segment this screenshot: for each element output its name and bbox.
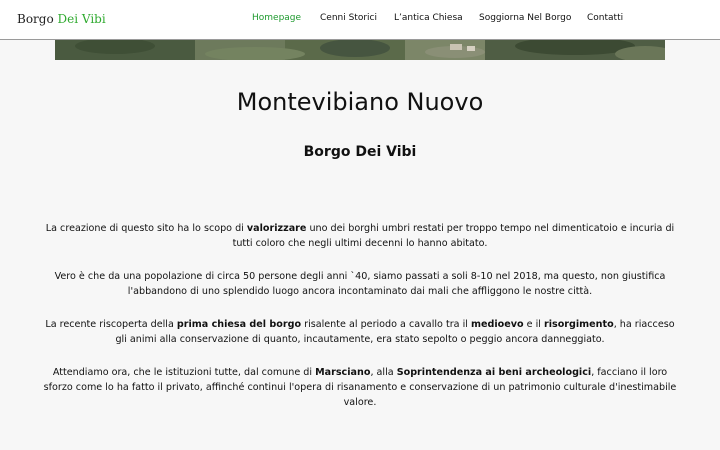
paragraph-4-text: Attendiamo ora, che le istituzioni tutte, dal comune di: [52, 367, 316, 378]
page-subtitle: Borgo Dei Vibi: [303, 144, 417, 160]
top-navbar: [0, 0, 720, 40]
paragraph-4-text-end: , facciano il loro sforzo come lo ha fatto il privato, affinché continui l'opera di risanamento e conservazione di un patrimonio culturale d'inestimabile valore.: [43, 367, 677, 408]
hero-banner-image: [55, 40, 665, 60]
paragraph-2: [40, 269, 680, 299]
highlight-medioevo: medioevo: [470, 319, 524, 330]
paragraph-2-text: Vero è che da una popolazione di circa 50 persone degli anni `40, siamo passati a soli 8-10 nel 2018, ma questo, non giustifica l'abbandono di uno splendido luogo ancora incontaminato dai mali che affliggono le nostre città.: [54, 271, 666, 297]
paragraph-1-text-end: uno dei borghi umbri restati per troppo tempo nel dimenticatoio e incuria di tutti coloro che negli ultimi decenni lo hanno abitato.: [232, 223, 675, 249]
paragraph-4: [40, 365, 680, 410]
paragraph-1: [40, 221, 680, 251]
paragraph-1-text: La creazione di questo sito ha lo scopo di: [45, 223, 247, 234]
paragraph-3-text-end: , ha riacceso gli animi alla conservazione di quanto, incautamente, era stato sepolto o peggio ancora danneggiato.: [115, 319, 675, 345]
nav-item-contatti[interactable]: Contatti: [587, 13, 624, 23]
nav-item-homepage[interactable]: Homepage: [252, 13, 302, 23]
highlight-marsciano: Marsciano: [315, 367, 371, 378]
paragraph-3-text: La recente riscoperta della: [45, 319, 177, 330]
nav-item-cenni-storici[interactable]: Cenni Storici: [320, 13, 377, 23]
main-nav: [0, 13, 720, 29]
logo-text-dei-vibi: Dei Vibi: [57, 12, 106, 26]
paragraph-3: [40, 317, 680, 347]
logo-text-borgo: Borgo: [17, 12, 58, 26]
highlight-prima-chiesa: prima chiesa del borgo: [176, 319, 302, 330]
paragraph-3-text-mid: risalente al periodo a cavallo tra il: [301, 319, 471, 330]
intro-text: [40, 221, 680, 428]
highlight-soprintendenza: Soprintendenza ai beni archeologici: [396, 367, 592, 378]
highlight-valorizzare: valorizzare: [246, 223, 307, 234]
nav-item-antica-chiesa[interactable]: L’antica Chiesa: [394, 13, 463, 23]
paragraph-4-text-mid: , alla: [370, 367, 397, 378]
landscape-photo: [55, 40, 665, 60]
nav-item-soggiorna-nel-borgo[interactable]: Soggiorna Nel Borgo: [479, 13, 572, 23]
highlight-risorgimento: risorgimento: [543, 319, 614, 330]
paragraph-3-text-and: e il: [523, 319, 544, 330]
page-title: Montevibiano Nuovo: [236, 88, 484, 116]
